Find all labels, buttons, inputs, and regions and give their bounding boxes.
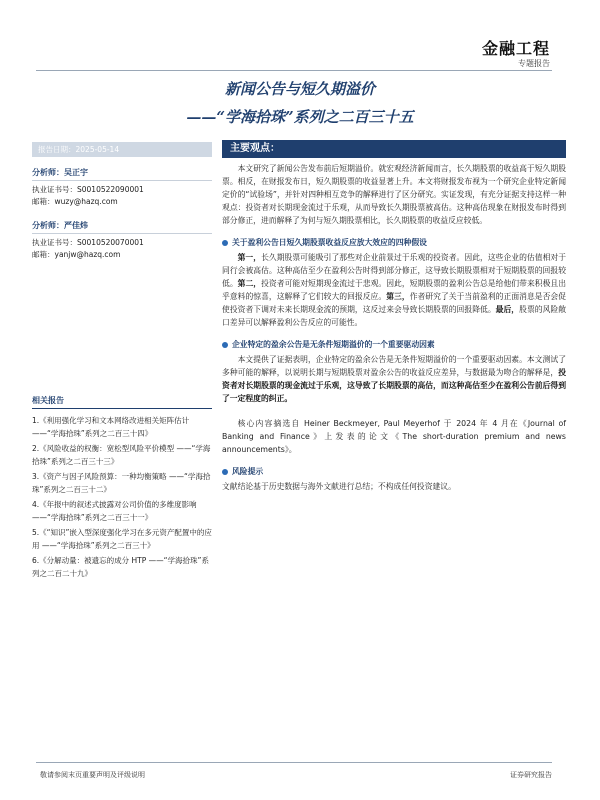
para-lead: 第三， xyxy=(386,292,410,301)
analyst-block-2 xyxy=(32,220,212,261)
related-report-item[interactable]: 4.《年报中的叙述式披露对公司价值的多维度影响 ——“学海拾珠”系列之二百三十一》 xyxy=(32,500,197,522)
bullet-icon xyxy=(222,469,228,475)
analyst-email[interactable]: 邮箱：yanjw@hazq.com xyxy=(32,250,121,259)
bottom-divider xyxy=(36,762,552,763)
bullet-icon xyxy=(222,240,228,246)
para-emphasis: 投资者对长期股票的现金流过于乐观，这导致了长期股票的高估，而这种高估至少在盈利公告前后得到了一定程度的纠正。 xyxy=(222,368,566,403)
analyst-name: 分析师：严佳炜 xyxy=(32,220,212,234)
analyst-cert: 执业证书号：S0010520070001 xyxy=(32,238,144,247)
report-title: 新闻公告与短久期溢价 xyxy=(224,80,375,98)
brand-title: 金融工程 xyxy=(481,39,550,58)
analyst-email[interactable]: 邮箱：wuzy@hazq.com xyxy=(32,197,118,206)
main-views-text: 本文研究了新闻公告发布前后短期溢价。就宏观经济新闻而言，长久期股票的收益高于短久期股票。相反，在财报发布日，短久期股票的收益显著上升。本文将财报发布视为一个研究企业特定新闻定价的“试验场”，并针对四种相互竞争的解释进行了区分研究。实证发现，有充分证据支持这样一种观点：投资者对长期现金流过于乐观，从而导致长久期股票被高估。这种高估现象在财报发布时得到部分修正，进而解释了为何与短久期股票相比，长久期股票的收益反应较低。 xyxy=(222,164,566,225)
source-paragraph: 核心内容摘选自 Heiner Beckmeyer, Paul Meyerhof 于 2024 年 4 月在《Journal of Banking and Finance》上发表的论文《The short-duration premium and news announcements》。 xyxy=(222,419,566,454)
top-divider xyxy=(36,70,552,71)
section-heading xyxy=(222,466,566,477)
section-heading xyxy=(222,339,566,350)
footer-disclaimer: 敬请参阅末页重要声明及评级说明 xyxy=(40,771,145,779)
para-text: 作者研究了关于当前盈利的正面消息是否会促使投资者下调对未来长期现金流的预期，这反过来会导致长期股票的回报降低。 xyxy=(222,292,567,314)
bullet-icon xyxy=(222,342,228,348)
section-heading xyxy=(222,237,566,248)
analyst-name: 分析师：吴正宇 xyxy=(32,167,212,181)
report-date: 报告日期：2025-05-14 xyxy=(38,145,120,154)
section-paragraph xyxy=(222,353,566,405)
report-type: 专题报告 xyxy=(518,59,550,68)
para-text: 股票的风险敞口差异可以解释盈利公告反应的可能性。 xyxy=(222,305,567,327)
section-paragraph xyxy=(222,251,566,329)
analyst-cert: 执业证书号：S0010522090001 xyxy=(32,185,144,194)
related-report-item[interactable]: 5.《“知识”嵌入型深度强化学习在多元资产配置中的应用 ——“学海拾珠”系列之二百三十》 xyxy=(32,528,212,550)
related-report-item[interactable]: 6.《分解动量：被遗忘的成分 HTP ——“学海拾珠”系列之二百二十九》 xyxy=(32,556,209,578)
analyst-block-1 xyxy=(32,167,212,208)
para-text: 投资者可能对短期现金流过于悲观。因此，短期股票的盈利公告总是给他们带来积极且出乎意料的惊喜，这解释了它们较大的回报反应。 xyxy=(222,279,567,301)
report-subtitle: ——“学海拾珠”系列之二百三十五 xyxy=(186,108,414,126)
para-lead: 第二， xyxy=(237,279,262,288)
section-title: 企业特定的盈余公告是无条件短期溢价的一个重要驱动因素 xyxy=(232,340,435,349)
main-content xyxy=(222,140,566,493)
related-report-item[interactable]: 3.《资产与因子风险预算：一种均衡策略 ——“学海拾珠”系列之二百三十二》 xyxy=(32,472,211,494)
para-text: 本文提供了证据表明，企业特定的盈余公告是无条件短期溢价的一个重要驱动因素。本文测试了多种可能的解释，以说明长期与短期股票对盈余公告的收益反应差异，与数据最为吻合的解释是， xyxy=(222,355,566,377)
related-reports-title: 相关报告 xyxy=(32,395,212,409)
risk-text: 文献结论基于历史数据与海外文献进行总结；不构成任何投资建议。 xyxy=(222,482,456,491)
related-reports xyxy=(32,395,212,583)
section-title: 风险提示 xyxy=(232,467,264,476)
para-lead: 第一， xyxy=(237,253,262,262)
main-views-header: 主要观点： xyxy=(222,140,566,158)
report-date-bar xyxy=(32,142,212,157)
related-report-item[interactable]: 1.《利用强化学习和文本网络改进相关矩阵估计——“学海拾珠”系列之二百三十四》 xyxy=(32,416,190,438)
section-title: 关于盈利公告日短久期股票收益反应放大效应的四种假设 xyxy=(232,238,427,247)
footer-label: 证券研究报告 xyxy=(510,771,552,779)
related-report-item[interactable]: 2.《风险收益的权衡：宽松型风险平价模型 ——“学海拾珠”系列之二百三十三》 xyxy=(32,444,211,466)
para-text: 长久期股票可能吸引了那些对企业前景过于乐观的投资者。因此，这些企业的估值相对于同行会被高估。这种高估至少在盈利公告时得到部分修正，这导致长期股票相对于短期股票的回报较低。 xyxy=(222,253,567,288)
para-lead: 最后， xyxy=(495,305,520,314)
